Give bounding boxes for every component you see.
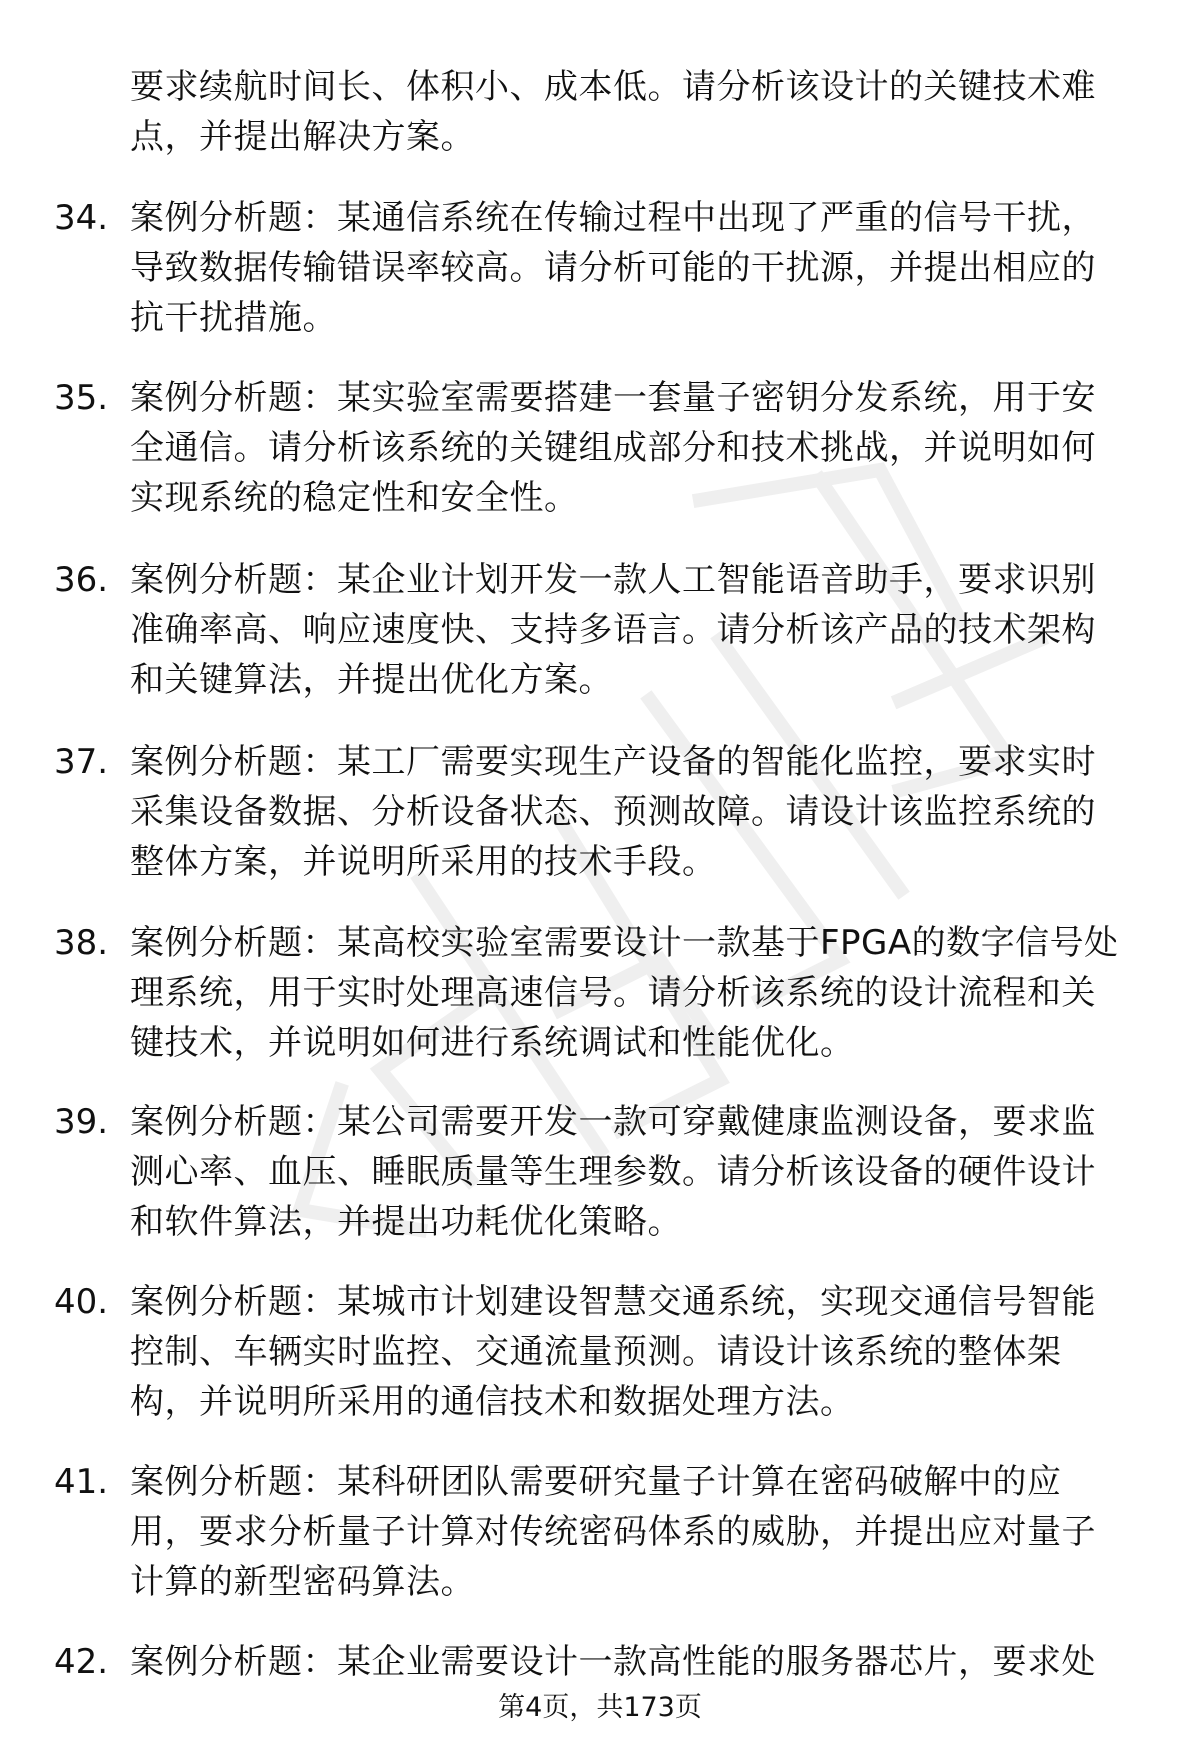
text-line: 控制、车辆实时监控、交通流量预测。请设计该系统的整体架 (130, 1332, 1062, 1372)
text-line: 案例分析题：某工厂需要实现生产设备的智能化监控，要求实时 (130, 742, 1096, 782)
question-number: 36. (54, 560, 109, 600)
text-line: 案例分析题：某实验室需要搭建一套量子密钥分发系统，用于安 (130, 378, 1096, 418)
text-line: 采集设备数据、分析设备状态、预测故障。请设计该监控系统的 (130, 792, 1096, 832)
text-line: 案例分析题：某通信系统在传输过程中出现了严重的信号干扰， (130, 198, 1096, 238)
text-line: 和关键算法，并提出优化方案。 (130, 660, 613, 700)
text-line: 理系统，用于实时处理高速信号。请分析该系统的设计流程和关 (130, 973, 1096, 1013)
text-line: 要求续航时间长、体积小、成本低。请分析该设计的关键技术难 (130, 67, 1096, 107)
text-line: 抗干扰措施。 (130, 298, 337, 338)
text-line: 案例分析题：某公司需要开发一款可穿戴健康监测设备，要求监 (130, 1102, 1096, 1142)
question-number: 38. (54, 923, 109, 963)
question-number: 40. (54, 1282, 109, 1322)
text-line: 测心率、血压、睡眠质量等生理参数。请分析该设备的硬件设计 (130, 1152, 1096, 1192)
text-line: 案例分析题：某城市计划建设智慧交通系统，实现交通信号智能 (130, 1282, 1096, 1322)
page-indicator: 第4页，共173页 (498, 1692, 702, 1723)
text-line: 构，并说明所采用的通信技术和数据处理方法。 (130, 1382, 855, 1422)
question-number: 35. (54, 378, 109, 418)
question-number: 42. (54, 1642, 109, 1682)
text-line: 导致数据传输错误率较高。请分析可能的干扰源，并提出相应的 (130, 248, 1096, 288)
text-line: 整体方案，并说明所采用的技术手段。 (130, 842, 717, 882)
question-number: 41. (54, 1462, 109, 1502)
text-line: 用，要求分析量子计算对传统密码体系的威胁，并提出应对量子 (130, 1512, 1096, 1552)
text-line: 和软件算法，并提出功耗优化策略。 (130, 1202, 682, 1242)
text-line: 实现系统的稳定性和安全性。 (130, 478, 579, 518)
text-line: 全通信。请分析该系统的关键组成部分和技术挑战，并说明如何 (130, 428, 1096, 468)
text-line: 点，并提出解决方案。 (130, 117, 475, 157)
text-line: 计算的新型密码算法。 (130, 1562, 475, 1602)
text-line: 案例分析题：某科研团队需要研究量子计算在密码破解中的应 (130, 1462, 1062, 1502)
text-line: 案例分析题：某企业需要设计一款高性能的服务器芯片，要求处 (130, 1642, 1096, 1682)
text-line: 键技术，并说明如何进行系统调试和性能优化。 (130, 1023, 855, 1063)
question-number: 39. (54, 1102, 109, 1142)
text-line: 准确率高、响应速度快、支持多语言。请分析该产品的技术架构 (130, 610, 1096, 650)
question-number: 37. (54, 742, 109, 782)
text-line: 案例分析题：某企业计划开发一款人工智能语音助手，要求识别 (130, 560, 1096, 600)
text-line: 案例分析题：某高校实验室需要设计一款基于FPGA的数字信号处 (130, 923, 1119, 963)
question-number: 34. (54, 198, 109, 238)
